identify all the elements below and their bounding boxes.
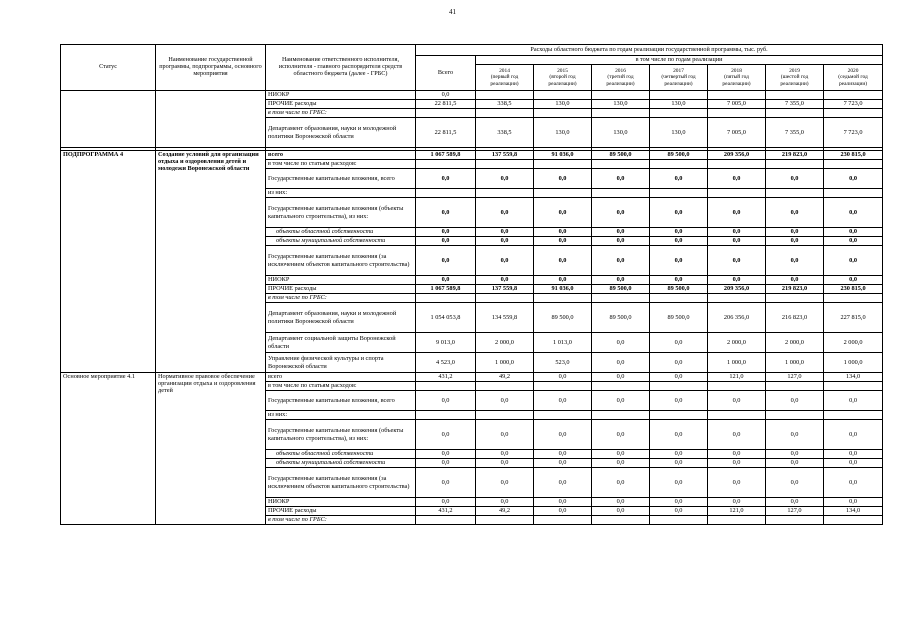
year-value-cell: 0,0 xyxy=(592,246,650,276)
year-value-cell: 0,0 xyxy=(650,198,708,228)
year-value-cell: 0,0 xyxy=(824,468,883,498)
year-value-cell: 0,0 xyxy=(824,228,883,237)
total-value-cell: 431,2 xyxy=(416,373,476,382)
year-value-cell: 0,0 xyxy=(650,450,708,459)
year-value-cell: 7 723,0 xyxy=(824,100,883,109)
year-value-cell xyxy=(650,189,708,198)
year-value-cell: 227 815,0 xyxy=(824,303,883,333)
year-value-cell: 1 000,0 xyxy=(476,353,534,373)
year-value-cell: 121,0 xyxy=(708,373,766,382)
year-value-cell: 0,0 xyxy=(650,507,708,516)
total-value-cell: 0,0 xyxy=(416,91,476,100)
year-value-cell: 0,0 xyxy=(824,246,883,276)
year-value-cell: 0,0 xyxy=(476,459,534,468)
year-value-cell: 137 559,8 xyxy=(476,285,534,294)
header-by-years: в том числе по годам реализации xyxy=(476,56,883,65)
row-label: в том числе по статьям расходов: xyxy=(266,160,416,169)
year-value-cell xyxy=(650,91,708,100)
year-value-cell: 0,0 xyxy=(592,276,650,285)
row-label: Государственные капитальные вложения, всего xyxy=(266,169,416,189)
year-value-cell xyxy=(650,160,708,169)
year-value-cell: 0,0 xyxy=(592,353,650,373)
year-value-cell: 219 823,0 xyxy=(766,151,824,160)
year-value-cell: 0,0 xyxy=(592,391,650,411)
budget-table xyxy=(60,44,883,525)
year-value-cell: 216 823,0 xyxy=(766,303,824,333)
header-year-2020 xyxy=(824,65,883,91)
year-value-cell: 0,0 xyxy=(476,498,534,507)
year-value-cell: 1 000,0 xyxy=(824,353,883,373)
year-value-cell: 0,0 xyxy=(592,228,650,237)
year-value-cell xyxy=(708,91,766,100)
year-value-cell xyxy=(650,382,708,391)
year-value-cell: 230 815,0 xyxy=(824,285,883,294)
year-label: 2016 xyxy=(615,68,626,75)
year-value-cell: 0,0 xyxy=(592,507,650,516)
year-value-cell: 0,0 xyxy=(650,353,708,373)
year-value-cell: 0,0 xyxy=(824,420,883,450)
year-value-cell: 0,0 xyxy=(476,237,534,246)
year-value-cell: 89 500,0 xyxy=(650,151,708,160)
year-label: 2015 xyxy=(557,68,568,75)
year-value-cell: 0,0 xyxy=(766,450,824,459)
year-value-cell xyxy=(534,109,592,118)
year-value-cell xyxy=(534,382,592,391)
year-value-cell: 89 500,0 xyxy=(650,303,708,333)
row-label: Государственные капитальные вложения, всего xyxy=(266,391,416,411)
year-value-cell: 2 000,0 xyxy=(824,333,883,353)
total-value-cell xyxy=(416,411,476,420)
year-value-cell: 0,0 xyxy=(476,391,534,411)
header-status: Статус xyxy=(61,45,156,91)
year-value-cell: 7 005,0 xyxy=(708,100,766,109)
year-value-cell: 0,0 xyxy=(708,459,766,468)
year-value-cell: 0,0 xyxy=(592,450,650,459)
year-value-cell: 0,0 xyxy=(824,198,883,228)
total-value-cell xyxy=(416,109,476,118)
year-value-cell xyxy=(824,189,883,198)
year-value-cell: 89 500,0 xyxy=(592,151,650,160)
year-value-cell: 523,0 xyxy=(534,353,592,373)
total-value-cell: 0,0 xyxy=(416,498,476,507)
program-name-cell: Нормативное правовое обеспечение организации отдыха и оздоровления детей xyxy=(156,373,266,525)
year-value-cell: 0,0 xyxy=(766,198,824,228)
year-value-cell xyxy=(708,160,766,169)
year-value-cell xyxy=(824,91,883,100)
total-value-cell: 9 013,0 xyxy=(416,333,476,353)
year-note: (четвертый год реализации) xyxy=(661,74,696,87)
year-value-cell xyxy=(534,91,592,100)
year-value-cell xyxy=(476,160,534,169)
year-value-cell: 219 823,0 xyxy=(766,285,824,294)
year-value-cell: 0,0 xyxy=(650,468,708,498)
year-value-cell: 130,0 xyxy=(650,118,708,148)
year-value-cell xyxy=(766,109,824,118)
year-label: 2014 xyxy=(499,68,510,75)
total-value-cell: 0,0 xyxy=(416,228,476,237)
year-note: (пятый год реализации) xyxy=(722,74,751,87)
total-value-cell: 1 067 589,8 xyxy=(416,151,476,160)
header-expenses: Расходы областного бюджета по годам реализации государственной программы, тыс. руб. xyxy=(416,45,883,56)
year-value-cell: 0,0 xyxy=(534,459,592,468)
year-value-cell: 0,0 xyxy=(708,198,766,228)
year-value-cell: 0,0 xyxy=(650,498,708,507)
row-label: НИОКР xyxy=(266,91,416,100)
year-value-cell: 0,0 xyxy=(534,391,592,411)
year-value-cell: 0,0 xyxy=(766,169,824,189)
year-value-cell: 230 815,0 xyxy=(824,151,883,160)
year-value-cell xyxy=(650,109,708,118)
year-value-cell: 0,0 xyxy=(476,198,534,228)
year-value-cell xyxy=(592,411,650,420)
year-value-cell: 7 723,0 xyxy=(824,118,883,148)
year-value-cell xyxy=(476,91,534,100)
year-label: 2019 xyxy=(789,68,800,75)
row-label: всего xyxy=(266,373,416,382)
total-value-cell: 0,0 xyxy=(416,468,476,498)
year-value-cell: 0,0 xyxy=(534,246,592,276)
year-value-cell xyxy=(476,294,534,303)
page-number: 41 xyxy=(449,8,456,16)
year-value-cell: 0,0 xyxy=(534,198,592,228)
year-value-cell xyxy=(476,382,534,391)
year-label: 2020 xyxy=(847,68,859,75)
year-value-cell: 0,0 xyxy=(824,391,883,411)
year-value-cell: 0,0 xyxy=(534,169,592,189)
year-value-cell: 0,0 xyxy=(708,420,766,450)
total-value-cell xyxy=(416,294,476,303)
year-value-cell xyxy=(534,516,592,525)
row-label: Департамент образования, науки и молодежной политики Воронежской области xyxy=(266,303,416,333)
year-value-cell: 134 559,8 xyxy=(476,303,534,333)
year-value-cell: 0,0 xyxy=(708,450,766,459)
year-value-cell: 130,0 xyxy=(534,100,592,109)
year-value-cell: 0,0 xyxy=(766,276,824,285)
year-value-cell: 338,5 xyxy=(476,100,534,109)
year-label: 2018 xyxy=(731,68,742,75)
year-value-cell: 0,0 xyxy=(766,391,824,411)
row-label: в том числе по ГРБС: xyxy=(266,294,416,303)
year-value-cell: 0,0 xyxy=(476,276,534,285)
year-value-cell: 127,0 xyxy=(766,373,824,382)
year-value-cell: 2 000,0 xyxy=(476,333,534,353)
year-value-cell: 0,0 xyxy=(534,420,592,450)
year-value-cell: 0,0 xyxy=(650,228,708,237)
year-value-cell: 91 036,0 xyxy=(534,151,592,160)
year-value-cell: 137 559,8 xyxy=(476,151,534,160)
year-note: (первый год реализации) xyxy=(490,74,519,87)
row-label: Департамент образования, науки и молодежной политики Воронежской области xyxy=(266,118,416,148)
year-note: (седьмой год реализации) xyxy=(838,74,868,87)
year-value-cell xyxy=(766,160,824,169)
row-label: в том числе по статьям расходов: xyxy=(266,382,416,391)
year-value-cell: 91 036,0 xyxy=(534,285,592,294)
year-value-cell: 0,0 xyxy=(824,169,883,189)
year-value-cell: 0,0 xyxy=(476,246,534,276)
year-value-cell: 0,0 xyxy=(476,228,534,237)
year-value-cell: 0,0 xyxy=(708,468,766,498)
year-value-cell: 1 000,0 xyxy=(708,353,766,373)
year-value-cell: 0,0 xyxy=(766,246,824,276)
year-value-cell xyxy=(476,109,534,118)
year-value-cell xyxy=(476,516,534,525)
year-value-cell xyxy=(708,411,766,420)
year-value-cell: 0,0 xyxy=(534,373,592,382)
year-value-cell: 130,0 xyxy=(592,100,650,109)
year-value-cell xyxy=(650,516,708,525)
total-value-cell xyxy=(416,160,476,169)
year-value-cell: 0,0 xyxy=(534,450,592,459)
year-value-cell xyxy=(534,411,592,420)
year-value-cell xyxy=(534,294,592,303)
total-value-cell: 0,0 xyxy=(416,246,476,276)
year-value-cell: 0,0 xyxy=(592,198,650,228)
year-value-cell: 130,0 xyxy=(592,118,650,148)
row-label: объекты муниципальной собственности xyxy=(266,237,416,246)
row-label: объекты областной собственности xyxy=(266,450,416,459)
year-value-cell: 0,0 xyxy=(824,276,883,285)
row-label: Департамент социальной защиты Воронежской области xyxy=(266,333,416,353)
year-value-cell: 0,0 xyxy=(592,420,650,450)
total-value-cell: 431,2 xyxy=(416,507,476,516)
row-label: Государственные капитальные вложения (за исключением объектов капитального строительства) xyxy=(266,246,416,276)
year-value-cell: 0,0 xyxy=(708,169,766,189)
year-value-cell: 89 500,0 xyxy=(650,285,708,294)
year-value-cell: 121,0 xyxy=(708,507,766,516)
year-value-cell: 0,0 xyxy=(592,237,650,246)
status-cell: Основное мероприятие 4.1 xyxy=(61,373,156,525)
row-label: из них: xyxy=(266,411,416,420)
row-label: Государственные капитальные вложения (объекты капитального строительства), из них: xyxy=(266,420,416,450)
year-value-cell xyxy=(592,91,650,100)
year-value-cell: 0,0 xyxy=(592,468,650,498)
year-value-cell xyxy=(708,109,766,118)
year-value-cell: 134,0 xyxy=(824,373,883,382)
year-value-cell: 0,0 xyxy=(476,450,534,459)
year-value-cell: 0,0 xyxy=(650,333,708,353)
year-value-cell: 0,0 xyxy=(534,237,592,246)
year-value-cell: 2 000,0 xyxy=(708,333,766,353)
year-value-cell xyxy=(592,109,650,118)
program-name-cell xyxy=(156,91,266,148)
total-value-cell: 0,0 xyxy=(416,420,476,450)
year-value-cell: 206 356,0 xyxy=(708,303,766,333)
row-label: в том числе по ГРБС: xyxy=(266,109,416,118)
year-value-cell: 0,0 xyxy=(650,420,708,450)
total-value-cell xyxy=(416,516,476,525)
year-label: 2017 xyxy=(673,68,684,75)
year-value-cell xyxy=(592,382,650,391)
row-label: из них: xyxy=(266,189,416,198)
year-value-cell: 0,0 xyxy=(708,498,766,507)
year-value-cell: 0,0 xyxy=(766,468,824,498)
year-value-cell xyxy=(708,516,766,525)
year-value-cell xyxy=(766,516,824,525)
year-value-cell: 0,0 xyxy=(476,169,534,189)
row-label: ПРОЧИЕ расходы xyxy=(266,285,416,294)
table-row xyxy=(61,151,883,160)
year-value-cell: 7 005,0 xyxy=(708,118,766,148)
year-value-cell: 89 500,0 xyxy=(534,303,592,333)
row-label: ПРОЧИЕ расходы xyxy=(266,100,416,109)
year-value-cell xyxy=(534,160,592,169)
header-year-2018 xyxy=(708,65,766,91)
year-value-cell: 0,0 xyxy=(592,169,650,189)
year-value-cell xyxy=(766,294,824,303)
year-value-cell: 0,0 xyxy=(708,228,766,237)
year-note: (шестой год реализации) xyxy=(780,74,809,87)
total-value-cell: 1 054 053,8 xyxy=(416,303,476,333)
year-value-cell: 1 000,0 xyxy=(766,353,824,373)
year-value-cell xyxy=(824,516,883,525)
year-value-cell: 0,0 xyxy=(766,237,824,246)
year-value-cell: 0,0 xyxy=(650,246,708,276)
row-label: Государственные капитальные вложения (объекты капитального строительства), из них: xyxy=(266,198,416,228)
row-label: объекты областной собственности xyxy=(266,228,416,237)
header-total: Всего xyxy=(416,56,476,91)
year-value-cell xyxy=(766,91,824,100)
year-value-cell: 0,0 xyxy=(650,459,708,468)
year-value-cell: 0,0 xyxy=(824,450,883,459)
row-label: ПРОЧИЕ расходы xyxy=(266,507,416,516)
year-value-cell: 209 356,0 xyxy=(708,151,766,160)
year-value-cell xyxy=(766,382,824,391)
year-value-cell xyxy=(766,189,824,198)
year-value-cell: 127,0 xyxy=(766,507,824,516)
row-label: всего xyxy=(266,151,416,160)
year-value-cell xyxy=(650,294,708,303)
year-value-cell: 0,0 xyxy=(592,459,650,468)
header-year-2016 xyxy=(592,65,650,91)
year-value-cell: 0,0 xyxy=(824,237,883,246)
year-value-cell xyxy=(766,411,824,420)
header-program: Наименование государственной программы, подпрограммы, основного мероприятия xyxy=(156,45,266,91)
total-value-cell: 4 523,0 xyxy=(416,353,476,373)
total-value-cell: 22 811,5 xyxy=(416,118,476,148)
year-value-cell: 1 013,0 xyxy=(534,333,592,353)
row-label: НИОКР xyxy=(266,498,416,507)
year-value-cell: 0,0 xyxy=(592,333,650,353)
year-value-cell: 0,0 xyxy=(476,468,534,498)
year-value-cell: 49,2 xyxy=(476,373,534,382)
year-value-cell: 0,0 xyxy=(708,237,766,246)
year-value-cell xyxy=(534,189,592,198)
program-name-cell: Создание условий для организации отдыха и оздоровления детей и молодежи Воронежской области xyxy=(156,151,266,373)
total-value-cell: 0,0 xyxy=(416,450,476,459)
total-value-cell: 0,0 xyxy=(416,459,476,468)
year-value-cell xyxy=(824,411,883,420)
year-value-cell: 7 355,0 xyxy=(766,118,824,148)
year-value-cell xyxy=(824,382,883,391)
year-value-cell xyxy=(708,189,766,198)
row-label: Управление физической культуры и спорта Воронежской области xyxy=(266,353,416,373)
year-value-cell: 0,0 xyxy=(534,507,592,516)
year-value-cell xyxy=(824,294,883,303)
year-value-cell: 0,0 xyxy=(592,373,650,382)
year-value-cell: 134,0 xyxy=(824,507,883,516)
total-value-cell: 0,0 xyxy=(416,198,476,228)
year-value-cell: 209 356,0 xyxy=(708,285,766,294)
year-value-cell xyxy=(592,294,650,303)
year-value-cell: 0,0 xyxy=(766,498,824,507)
year-value-cell: 49,2 xyxy=(476,507,534,516)
year-value-cell: 130,0 xyxy=(650,100,708,109)
total-value-cell: 22 811,5 xyxy=(416,100,476,109)
year-value-cell: 0,0 xyxy=(476,420,534,450)
year-value-cell xyxy=(708,382,766,391)
year-value-cell xyxy=(650,411,708,420)
total-value-cell: 0,0 xyxy=(416,237,476,246)
header-year-2015 xyxy=(534,65,592,91)
year-value-cell: 0,0 xyxy=(534,276,592,285)
year-note: (третий год реализации) xyxy=(606,74,635,87)
year-value-cell: 0,0 xyxy=(592,498,650,507)
total-value-cell: 1 067 589,8 xyxy=(416,285,476,294)
table-row xyxy=(61,373,883,382)
status-cell: ПОДПРОГРАММА 4 xyxy=(61,151,156,373)
total-value-cell xyxy=(416,189,476,198)
year-value-cell xyxy=(476,411,534,420)
year-value-cell: 0,0 xyxy=(650,391,708,411)
year-value-cell: 0,0 xyxy=(708,391,766,411)
total-value-cell xyxy=(416,382,476,391)
row-label: объекты муниципальной собственности xyxy=(266,459,416,468)
status-cell xyxy=(61,91,156,148)
header-year-2019 xyxy=(766,65,824,91)
header-year-2017 xyxy=(650,65,708,91)
year-value-cell: 0,0 xyxy=(824,498,883,507)
year-value-cell: 130,0 xyxy=(534,118,592,148)
year-value-cell: 0,0 xyxy=(766,459,824,468)
year-value-cell: 0,0 xyxy=(650,373,708,382)
year-value-cell: 0,0 xyxy=(650,237,708,246)
year-value-cell xyxy=(592,516,650,525)
year-value-cell: 338,5 xyxy=(476,118,534,148)
year-value-cell: 0,0 xyxy=(650,169,708,189)
row-label: в том числе по ГРБС: xyxy=(266,516,416,525)
total-value-cell: 0,0 xyxy=(416,276,476,285)
year-value-cell: 89 500,0 xyxy=(592,285,650,294)
year-value-cell xyxy=(824,109,883,118)
year-value-cell: 0,0 xyxy=(766,420,824,450)
year-value-cell: 2 000,0 xyxy=(766,333,824,353)
year-value-cell: 0,0 xyxy=(650,276,708,285)
header-executor: Наименование ответственного исполнителя, исполнителя - главного распорядителя средств областного бюджета (далее - ГРБС) xyxy=(266,45,416,91)
year-value-cell: 0,0 xyxy=(708,246,766,276)
year-value-cell: 0,0 xyxy=(708,276,766,285)
year-value-cell xyxy=(824,160,883,169)
year-value-cell: 0,0 xyxy=(766,228,824,237)
year-value-cell: 89 500,0 xyxy=(592,303,650,333)
year-value-cell xyxy=(592,160,650,169)
row-label: НИОКР xyxy=(266,276,416,285)
year-value-cell: 0,0 xyxy=(534,498,592,507)
year-note: (второй год реализации) xyxy=(548,74,577,87)
year-value-cell xyxy=(476,189,534,198)
total-value-cell: 0,0 xyxy=(416,169,476,189)
total-value-cell: 0,0 xyxy=(416,391,476,411)
header-year-2014 xyxy=(476,65,534,91)
year-value-cell xyxy=(592,189,650,198)
year-value-cell: 0,0 xyxy=(534,228,592,237)
year-value-cell: 7 355,0 xyxy=(766,100,824,109)
table-row xyxy=(61,91,883,100)
year-value-cell xyxy=(708,294,766,303)
row-label: Государственные капитальные вложения (за исключением объектов капитального строительства) xyxy=(266,468,416,498)
year-value-cell: 0,0 xyxy=(824,459,883,468)
year-value-cell: 0,0 xyxy=(534,468,592,498)
